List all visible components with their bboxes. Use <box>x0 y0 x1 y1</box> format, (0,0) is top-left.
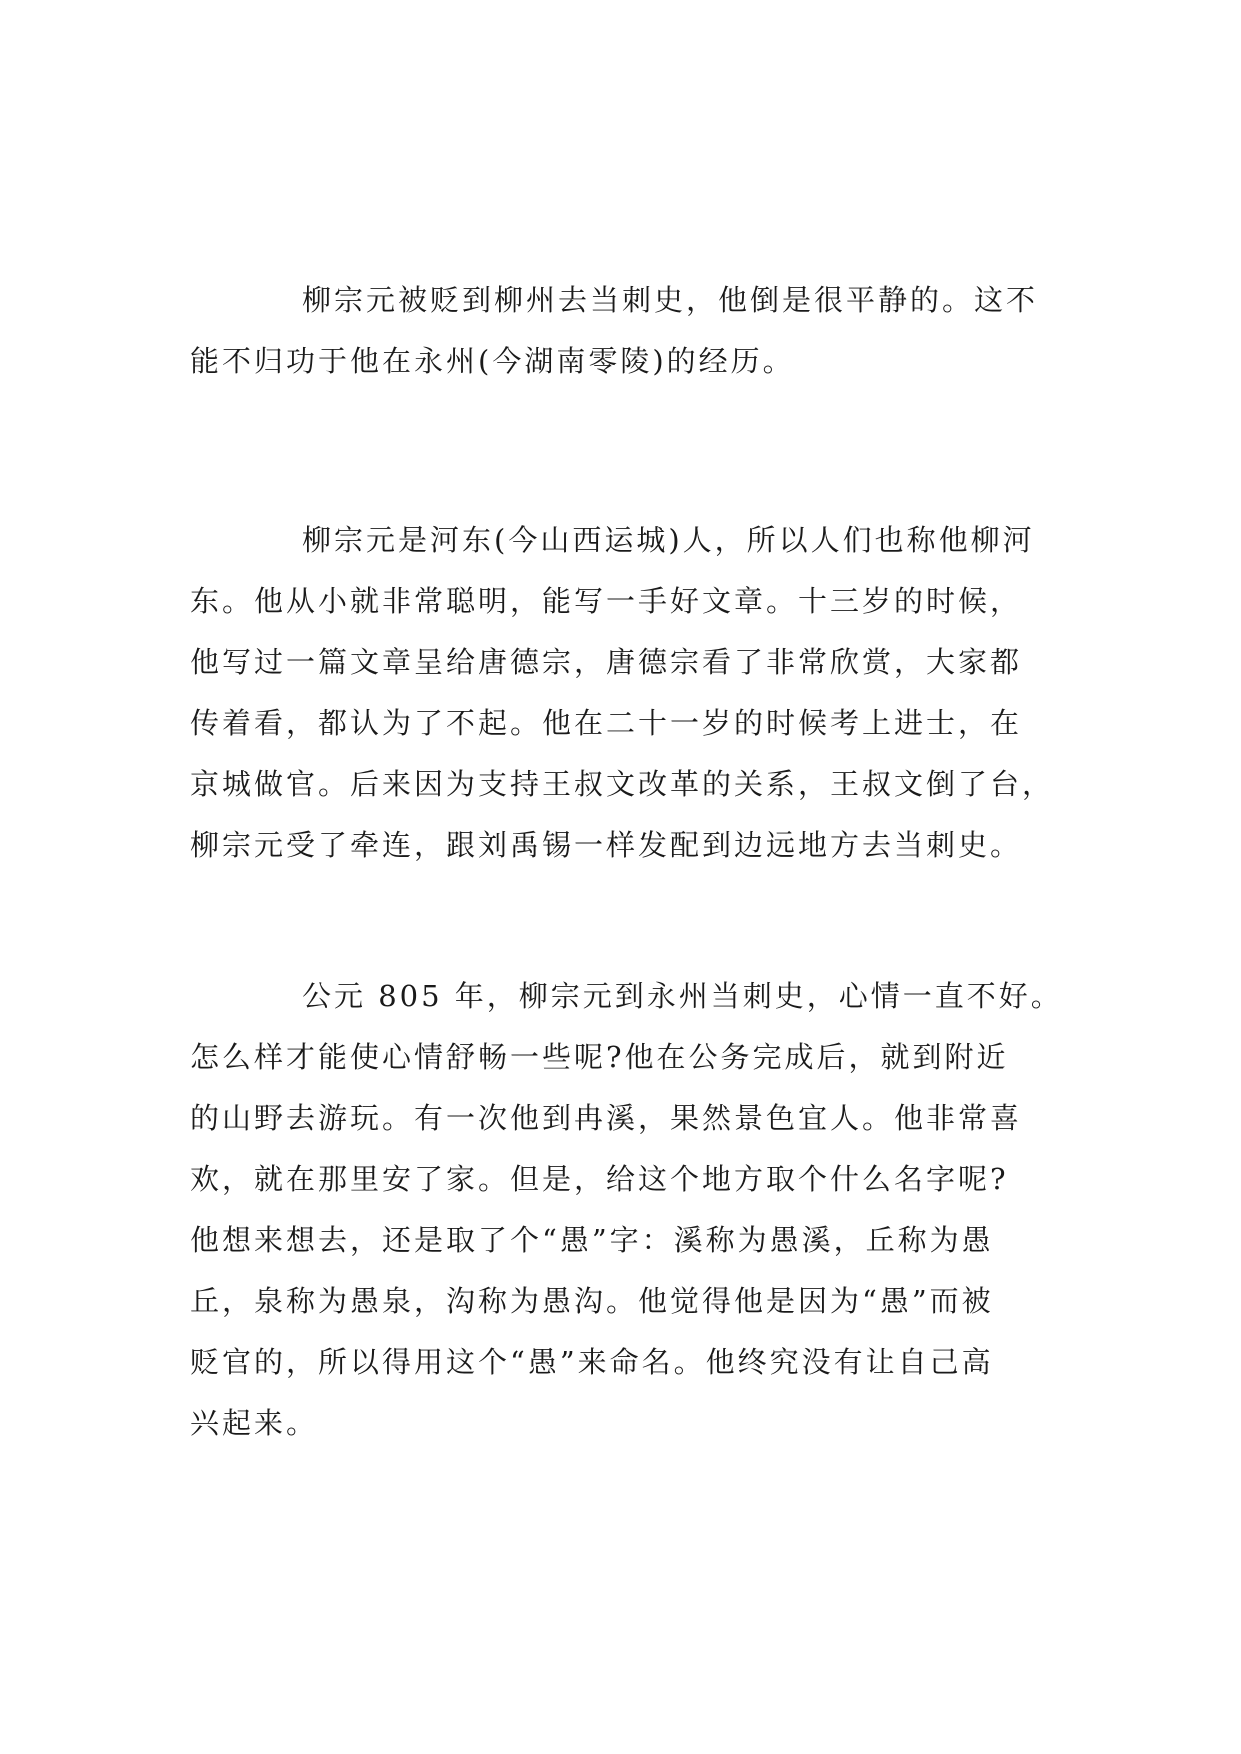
paragraph-line: 怎么样才能使心情舒畅一些呢?他在公务完成后，就到附近 <box>190 1040 1009 1074</box>
paragraph-line: 的山野去游玩。有一次他到冉溪，果然景色宜人。他非常喜 <box>190 1101 1023 1135</box>
paragraph-line: 贬官的，所以得用这个“愚”来命名。他终究没有让自己高 <box>190 1345 994 1379</box>
paragraph-1 <box>190 270 1062 392</box>
paragraph-line: 公元 805 年，柳宗元到永州当刺史，心情一直不好。 <box>302 979 1063 1013</box>
paragraph-line: 他想来想去，还是取了个“愚”字：溪称为愚溪，丘称为愚 <box>190 1223 994 1257</box>
paragraph-line: 传着看，都认为了不起。他在二十一岁的时候考上进士，在 <box>190 706 1023 740</box>
paragraph-line: 兴起来。 <box>190 1406 319 1440</box>
paragraph-line: 柳宗元受了牵连，跟刘禹锡一样发配到边远地方去当刺史。 <box>190 828 1023 862</box>
paragraph-line: 东。他从小就非常聪明，能写一手好文章。十三岁的时候， <box>190 584 1023 618</box>
paragraph-3 <box>190 966 1062 1454</box>
paragraph-2 <box>190 510 1062 876</box>
paragraph-line: 他写过一篇文章呈给唐德宗，唐德宗看了非常欣赏，大家都 <box>190 645 1023 679</box>
paragraph-line: 柳宗元是河东(今山西运城)人，所以人们也称他柳河 <box>302 523 1035 557</box>
paragraph-line: 欢，就在那里安了家。但是，给这个地方取个什么名字呢? <box>190 1162 1009 1196</box>
paragraph-line: 京城做官。后来因为支持王叔文改革的关系，王叔文倒了台， <box>190 767 1055 801</box>
paragraph-line: 柳宗元被贬到柳州去当刺史，他倒是很平静的。这不 <box>302 283 1039 317</box>
paragraph-line: 丘，泉称为愚泉，沟称为愚沟。他觉得他是因为“愚”而被 <box>190 1284 994 1318</box>
paragraph-line: 能不归功于他在永州(今湖南零陵)的经历。 <box>190 344 795 378</box>
